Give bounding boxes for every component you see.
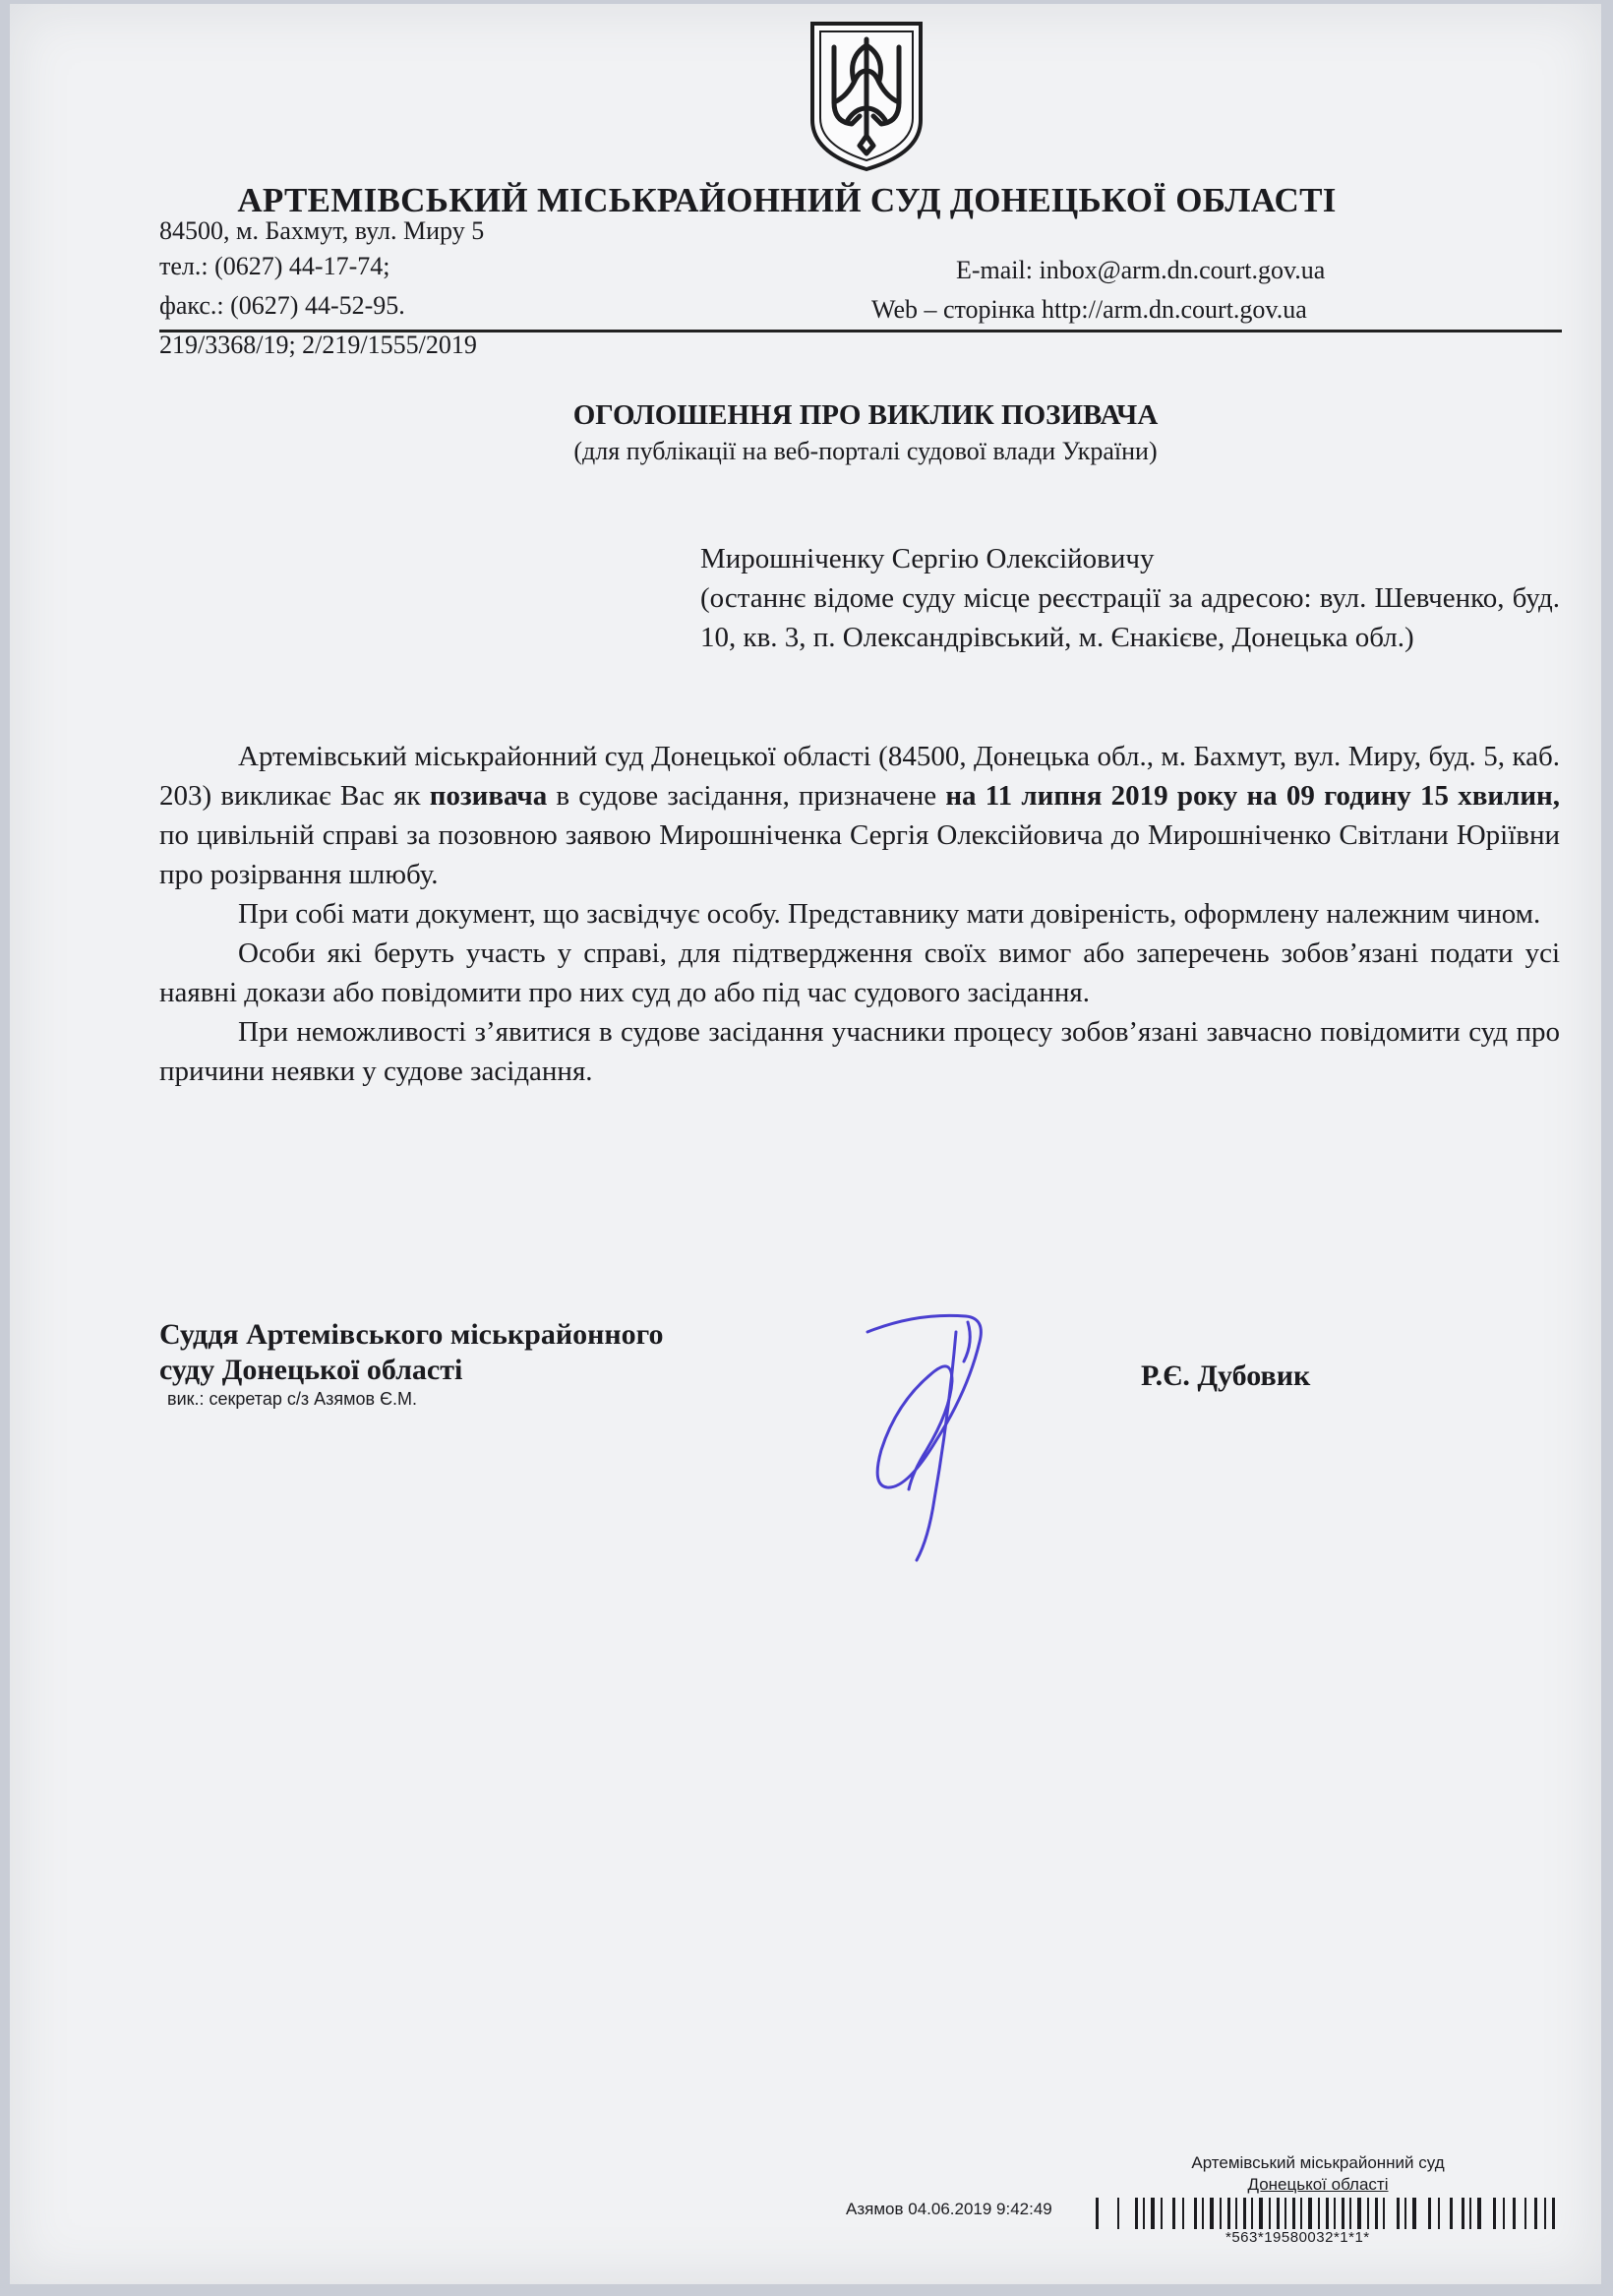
registry-stamp-org	[1170, 2152, 1465, 2196]
body-paragraph-4: При неможливості з’явитися в судове засідання учасники процесу зобов’язані завчасно повідомити суд про причини неявки у судове засідання.	[159, 1016, 1560, 1087]
addressee-name: Мирошніченку Сергію Олексійовичу	[700, 543, 1155, 574]
court-name: АРТЕМІВСЬКИЙ МІСЬКРАЙОННИЙ СУД ДОНЕЦЬКОЇ ОБЛАСТІ	[237, 181, 1337, 219]
notice-subtitle: (для публікації на веб-порталі судової влади України)	[573, 437, 1158, 465]
body-p1-text-e: по цивільній справі за позовною заявою Мирошніченка Сергія Олексійовича до Мирошніченко Світлани Юріївни про розірвання шлюбу.	[159, 819, 1560, 890]
coat-of-arms-icon	[805, 18, 928, 173]
body-paragraph-2: При собі мати документ, що засвідчує особу. Представнику мати довіреність, оформлену належним чином.	[238, 898, 1541, 930]
body-p1-text-c: в судове засідання, призначене	[547, 780, 946, 812]
barcode-number: *563*19580032*1*1*	[1225, 2229, 1370, 2246]
judge-name: Р.Є. Дубовик	[1141, 1359, 1311, 1392]
court-fax: факс.: (0627) 44-52-95.	[159, 291, 405, 320]
document-page	[10, 4, 1601, 2284]
addressee-address: (останнє відоме суду місце реєстрації за адресою: вул. Шевченко, буд. 10, кв. 3, п. Олександрівський, м. Єнакієве, Донецька обл.)	[700, 582, 1560, 653]
stamp-org-line-2: Донецької області	[1247, 2175, 1389, 2194]
court-phone: тел.: (0627) 44-17-74;	[159, 252, 390, 280]
body-p1-text-a: Артемівський міськрайонний суд Донецької області (84500, Донецька обл., м. Бахмут, вул. Миру, буд. 5, каб. 203) викликає Вас як	[159, 741, 1560, 812]
executor-note: вик.: секретар с/з Азямов Є.М.	[167, 1389, 418, 1409]
body-p1-role: позивача	[429, 780, 548, 812]
body-paragraph-1	[159, 737, 1560, 894]
notice-body	[159, 737, 1560, 1091]
judge-title-line-2: суду Донецької області	[159, 1354, 463, 1386]
court-address: 84500, м. Бахмут, вул. Миру 5	[159, 216, 485, 245]
body-p1-datetime: на 11 липня 2019 року на 09 годину 15 хвилин,	[945, 780, 1561, 812]
stamp-org-line-1: Артемівський міськрайонний суд	[1191, 2153, 1445, 2172]
registry-barcode	[1096, 2196, 1558, 2231]
handwritten-signature	[858, 1302, 1015, 1568]
stamp-user-time: Азямов 04.06.2019 9:42:49	[846, 2200, 1052, 2218]
body-paragraph-3: Особи які беруть участь у справі, для підтвердження своїх вимог або заперечень зобов’язані подати усі наявні докази або повідомити про них суд до або під час судового засідання.	[159, 937, 1560, 1008]
addressee-block	[700, 539, 1560, 657]
judge-title-line-1: Суддя Артемівського міськрайонного	[159, 1318, 664, 1351]
court-website: Web – сторінка http://arm.dn.court.gov.ua	[871, 295, 1307, 324]
court-email: E-mail: inbox@arm.dn.court.gov.ua	[956, 256, 1326, 284]
notice-title: ОГОЛОШЕННЯ ПРО ВИКЛИК ПОЗИВАЧА	[572, 399, 1159, 431]
case-numbers: 219/3368/19; 2/219/1555/2019	[159, 331, 477, 359]
